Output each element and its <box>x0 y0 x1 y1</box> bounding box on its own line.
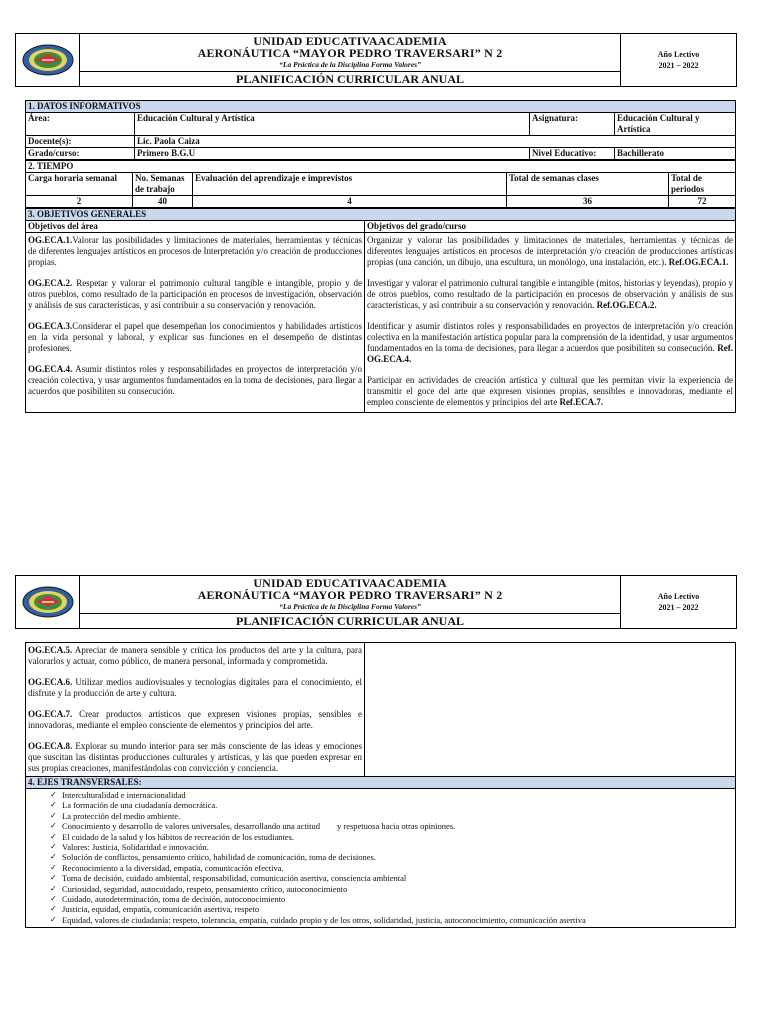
objetivo-grado-item: Investigar y valorar el patrimonio cultural tangible e intangible (mitos, historias y leyendas), propio y de otros pueblos, como resultado de la participación en procesos de observación y análisis de sus características, y así contribuir a su conservación y renovación. Ref.OG.ECA.2. <box>367 278 733 310</box>
school-name-line2: AERONÁUTICA “MAYOR PEDRO TRAVERSARI” N 2 <box>197 46 503 60</box>
tiempo-v-periodos: 72 <box>669 196 736 208</box>
objetivos-area-cont-list <box>26 643 365 777</box>
list-item: ✓ La formación de una ciudadanía democrática. <box>50 800 218 811</box>
list-item: ✓ La protección del medio ambiente. <box>50 810 181 821</box>
school-name-line2: AERONÁUTICA “MAYOR PEDRO TRAVERSARI” N 2 <box>197 588 503 602</box>
document-title: PLANIFICACIÓN CURRICULAR ANUAL <box>80 71 620 85</box>
emblem-icon <box>20 585 76 619</box>
objetivo-area-item: OG.ECA.1.Valorar las posibilidades y limitaciones de materiales, herramientas y técnicas de diferentes lenguajes artísticos en procesos de Interpretación y/o creación de producciones propias. <box>28 235 362 267</box>
list-item: ✓ Toma de decisión, cuidado ambiental, responsabilidad, comunicación asertiva, consciencia ambiental <box>50 873 407 884</box>
check-icon: ✓ <box>50 810 57 820</box>
school-year-label: Año Lectivo <box>657 592 700 601</box>
school-emblem <box>16 576 80 629</box>
tiempo-h-carga: Carga horaria semanal <box>26 173 133 196</box>
check-icon: ✓ <box>50 894 57 904</box>
objetivo-area-item: OG.ECA.5. Apreciar de manera sensible y crítica los productos del arte y la cultura, para valorarlos y actuar, como público, de manera personal, informada y comprometida. <box>28 645 362 666</box>
header-titles <box>80 576 621 629</box>
list-item: ✓ El cuidado de la salud y los hábitos de recreación de los estudiantes. <box>50 831 295 842</box>
grado-value: Primero B.G.U <box>135 148 530 160</box>
tiempo-v-semanas: 40 <box>133 196 193 208</box>
emblem-icon <box>20 43 76 77</box>
check-icon: ✓ <box>50 842 57 852</box>
objetivos-col-area: Objetivos del área <box>26 221 365 233</box>
list-item: ✓ Conocimiento y desarrollo de valores universales, desarrollando una actitud y respetuosa hacia otras opiniones. <box>50 821 456 832</box>
objetivos-table <box>25 208 736 413</box>
list-item: ✓ Cuidado, autodeterminación, toma de decisión, autoconocimiento <box>50 894 286 905</box>
objetivos-grado-list <box>365 233 736 413</box>
objetivo-grado-item: Identificar y asumir distintos roles y responsabilidades en proyectos de interpretación y/o creación colectiva en la manifestación artística popular para la comprensión de la identidad, y usar argumentos fundamentados en la toma de decisiones, para llegar a acuerdos que posibiliten su consecución. Ref. OG.ECA.4. <box>367 321 734 364</box>
page2-body <box>25 642 736 928</box>
document-title: PLANIFICACIÓN CURRICULAR ANUAL <box>80 613 620 627</box>
school-year <box>621 576 737 629</box>
area-label: Área: <box>26 113 135 136</box>
ejes-list <box>28 790 733 925</box>
tiempo-v-total-semanas: 36 <box>507 196 669 208</box>
school-name-line1: UNIDAD EDUCATIVAACADEMIA <box>253 576 447 590</box>
check-icon: ✓ <box>50 800 57 810</box>
school-name-line1: UNIDAD EDUCATIVAACADEMIA <box>253 34 447 48</box>
datos-informativos-table <box>25 100 736 160</box>
list-item: ✓ Interculturalidad e internacionalidad <box>50 790 186 800</box>
school-year-value: 2021 – 2022 <box>658 603 699 612</box>
docente-label: Docente(s): <box>26 136 135 148</box>
objetivo-area-item: OG.ECA.6. Utilizar medios audiovisuales y tecnologías digitales para el conocimiento, el disfrute y la producción de arte y cultura. <box>28 677 362 698</box>
docente-value: Lic. Paola Caiza <box>135 136 736 148</box>
objetivos-cont-table <box>25 642 736 928</box>
check-icon: ✓ <box>50 852 57 862</box>
objetivos-area-list <box>26 233 365 413</box>
tiempo-h-semanas: No. Semanas de trabajo <box>133 173 193 196</box>
tiempo-h-periodos: Total de periodos <box>669 173 736 196</box>
tiempo-h-evaluacion: Evaluación del aprendizaje e imprevistos <box>193 173 507 196</box>
school-year-label: Año Lectivo <box>657 50 700 59</box>
page1-body <box>25 100 736 413</box>
grado-label: Grado/curso: <box>26 148 135 160</box>
header-titles <box>80 34 621 87</box>
check-icon: ✓ <box>50 831 57 841</box>
page2-header <box>15 575 737 629</box>
ejes-list-cell <box>26 789 736 928</box>
check-icon: ✓ <box>50 790 57 799</box>
tiempo-h-total-semanas: Total de semanas clases <box>507 173 669 196</box>
section-objetivos: 3. OBJETIVOS GENERALES <box>26 209 736 221</box>
check-icon: ✓ <box>50 914 57 924</box>
tiempo-table <box>25 160 736 208</box>
check-icon: ✓ <box>50 904 57 914</box>
objetivo-area-item: OG.ECA.7. Crear productos artísticos que expresen visiones propias, sensibles e innovadoras, mediante el empleo consciente de elementos y principios del arte. <box>28 709 363 730</box>
objetivo-area-item: OG.ECA.4. Asumir distintos roles y responsabilidades en proyectos de interpretación y/o creación colectiva, y usar argumentos fundamentados en la toma de decisiones, para llegar a acuerdos que posibiliten su consecución. <box>28 364 362 396</box>
objetivo-area-item: OG.ECA.3.Considerar el papel que desempeñan los conocimientos y habilidades artísticos en la vida personal y laboral, y explicar sus funciones en el desempeño de distintas profesiones. <box>28 321 362 353</box>
section-ejes: 4. EJES TRANSVERSALES: <box>26 777 736 789</box>
check-icon: ✓ <box>50 862 57 872</box>
tiempo-v-evaluacion: 4 <box>193 196 507 208</box>
objetivos-grado-cont-empty <box>365 643 736 777</box>
objetivos-col-grado: Objetivos del grado/curso <box>365 221 736 233</box>
list-item: ✓ Equidad, valores de ciudadanía: respeto, tolerancia, empatía, cuidado propio y de los otros, solidaridad, justicia, autoconocimiento, comunicación asertiva <box>50 914 586 925</box>
objetivo-grado-item: Organizar y valorar las posibilidades y limitaciones de materiales, herramientas y técnicas de diferentes lenguajes artísticos en procesos de interpretación y/o creación de producciones artísticas propias (una canción, un dibujo, una escultura, un monólogo, una instalación, etc.). Ref.OG.ECA.1. <box>367 235 733 267</box>
objetivo-area-item: OG.ECA.8. Explorar su mundo interior para ser más consciente de las ideas y emociones que suscitan las distintas producciones culturales y artísticas, y las que pueden expresar en sus propias creaciones, manifestándolas con convicción y conciencia. <box>28 741 362 773</box>
check-icon: ✓ <box>50 821 57 831</box>
school-year-value: 2021 – 2022 <box>658 61 699 70</box>
school-emblem <box>16 34 80 87</box>
asignatura-value: Educación Cultural y Artística <box>615 113 736 136</box>
page1-header <box>15 33 737 87</box>
objetivo-area-item: OG.ECA.2. Respetar y valorar el patrimonio cultural tangible e intangible, propio y de otros pueblos, como resultado de la participación en procesos de investigación, observación y análisis de sus características, y así contribuir a su conservación y renovación. <box>28 278 362 310</box>
section-datos: 1. DATOS INFORMATIVOS <box>26 101 736 113</box>
school-motto: “La Práctica de la Disciplina Forma Valores” <box>279 602 421 611</box>
check-icon: ✓ <box>50 873 57 883</box>
tiempo-v-carga: 2 <box>26 196 133 208</box>
asignatura-label: Asignatura: <box>530 113 615 136</box>
nivel-value: Bachillerato <box>615 148 736 160</box>
list-item: ✓ Reconocimiento a la diversidad, empatía, comunicación efectiva. <box>50 862 284 873</box>
school-year <box>621 34 737 87</box>
list-item: ✓ Curiosidad, seguridad, autocuidado, respeto, pensamiento crítico, autoconocimiento <box>50 883 348 894</box>
area-value: Educación Cultural y Artística <box>135 113 530 136</box>
check-icon: ✓ <box>50 883 57 893</box>
list-item: ✓ Valores: Justicia, Solidaridad e innovación. <box>50 842 209 853</box>
nivel-label: Nivel Educativo: <box>530 148 615 160</box>
school-motto: “La Práctica de la Disciplina Forma Valores” <box>279 60 421 69</box>
list-item: ✓ Solución de conflictos, pensamiento crítico, habilidad de comunicación, toma de decisiones. <box>50 852 376 863</box>
section-tiempo: 2. TIEMPO <box>26 161 736 173</box>
list-item: ✓ Justicia, equidad, empatía, comunicación asertiva, respeto <box>50 904 260 915</box>
objetivo-grado-item: Participar en actividades de creación artística y cultural que les permitan vivir la experiencia de transmitir el goce del arte que expresen visiones propias, sensibles e innovadoras, mediante el empleo consciente de elementos y principios del arte Ref.ECA.7. <box>367 375 733 407</box>
